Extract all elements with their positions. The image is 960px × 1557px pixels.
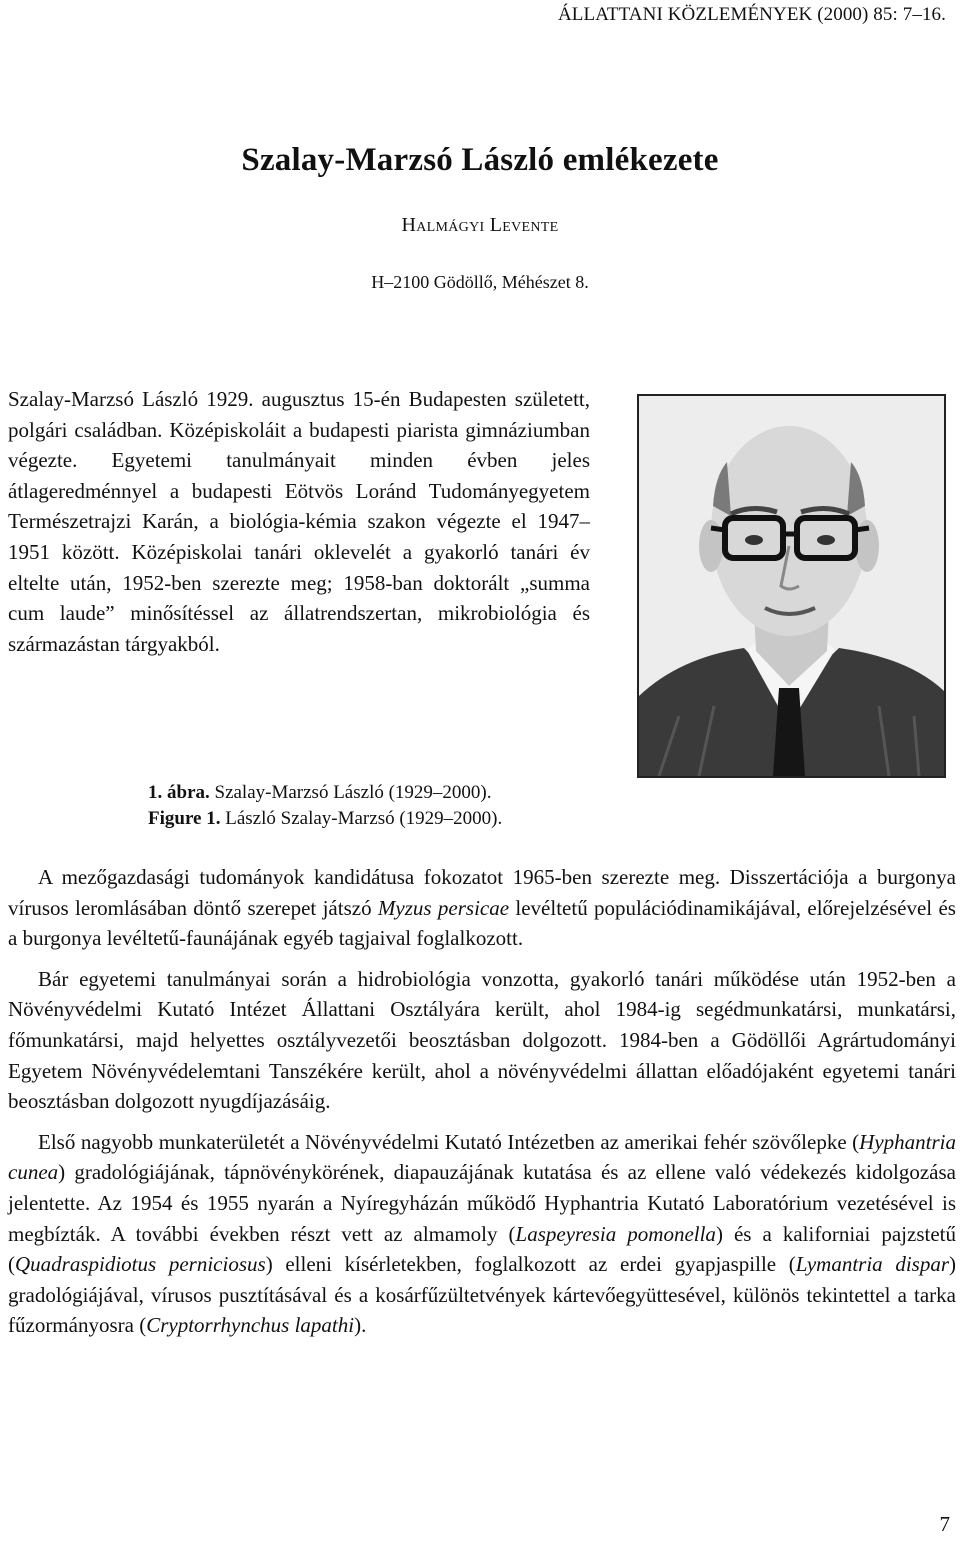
paragraph-text: A mezőgazdasági tudományok kandidátusa fokozatot 1965-ben szerezte meg. Disszertációja a burgonya vírusos leromlásában döntő szerepet játszó — [8, 865, 956, 920]
author-name: Halmágyi Levente — [401, 214, 559, 236]
species-name: Hyphantria cunea — [8, 1129, 956, 1185]
species-name: Lymantria dispar — [795, 1252, 950, 1277]
body-paragraph — [8, 964, 956, 1117]
caption-hungarian — [148, 780, 502, 806]
figure-caption — [148, 780, 502, 832]
running-head: ÁLLATTANI KÖZLEMÉNYEK (2000) 85: 7–16. — [557, 4, 946, 25]
page-number: 7 — [939, 1512, 950, 1536]
species-name: Cryptorrhynchus lapathi — [146, 1313, 355, 1338]
species-name: Laspeyresia pomonella — [515, 1221, 716, 1246]
paragraph-text: levéltetű populációdinamikájával, előrejelzésével és a burgonya levéltetű-faunájának egyéb tagjaival foglalkozott. — [8, 895, 956, 951]
author-address: H–2100 Gödöllő, Méhészet 8. — [371, 272, 589, 292]
caption-hu-label: 1. ábra. — [148, 782, 210, 803]
body-paragraph — [8, 862, 956, 954]
paragraph-text: ) gradológiájával, vírusos pusztításával és a kosárfűzültetvények kártevőegyüttesével, különös tekintettel a tarka fűzormányosra ( — [8, 1252, 957, 1338]
species-name: Quadraspidiotus perniciosus — [15, 1252, 266, 1277]
caption-en-text: László Szalay-Marzsó (1929–2000). — [225, 808, 503, 829]
article-title: Szalay-Marzsó László emlékezete — [241, 142, 719, 178]
paragraph-text: ) és a kaliforniai pajzstetű ( — [8, 1221, 956, 1277]
intro-paragraph: Szalay-Marzsó László 1929. augusztus 15-én Budapesten született, polgári családban. Középiskoláit a budapesti piarista gimnáziumban végezte. Egyetemi tanulmányait minden évben jeles átlageredménnyel a budapesti Eötvös Loránd Tudományegyetem Természetrajzi Karán, a biológia-kémia szakon végezte el 1947–1951 között. Középiskolai tanári oklevelét a gyakorló tanári év eltelte után, 1952-ben szerezte meg; 1958-ban doktorált „summa cum laude” minősítéssel az állatrendszertan, mikrobiológia és származástan tárgyakból. — [8, 387, 590, 656]
paragraph-text: ). — [354, 1313, 367, 1338]
caption-en-label: Figure 1. — [148, 808, 221, 829]
paragraph-text: ) gradológiájának, tápnövénykörének, diapauzájának kutatása és az ellene való védekezés kidolgozása jelentette. Az 1954 és 1955 nyarán a Nyíregyházán működő Hyphantria Kutató Laboratórium vezetésével is megbízták. A további években részt vett az almamoly ( — [8, 1160, 956, 1246]
body-text — [8, 862, 956, 1351]
paragraph-text: Bár egyetemi tanulmányai során a hidrobiológia vonzotta, gyakorló tanári működése után 1952-ben a Növényvédelmi Kutató Intézet Állattani Osztályára került, ahol 1984-ig segédmunkatársi, munkatársi, főmunkatársi, majd helyettes osztályvezetői beosztásban dolgozott. 1984-ben a Gödöllői Agrártudományi Egyetem Növényvédelemtani Tanszékére került, ahol a növényvédelmi állattan előadójaként egyetemi tanári beosztásban dolgozott nyugdíjazásáig. — [8, 966, 956, 1114]
paragraph-text: Első nagyobb munkaterületét a Növényvédelmi Kutató Intézetben az amerikai fehér szövőlepke ( — [38, 1129, 860, 1154]
caption-hu-text: Szalay-Marzsó László (1929–2000). — [214, 782, 492, 803]
paragraph-text: ) elleni kísérletekben, foglalkozott az erdei gyapjaspille ( — [265, 1252, 796, 1277]
caption-english — [148, 806, 502, 832]
portrait-photo — [637, 394, 946, 778]
species-name: Myzus persicae — [377, 895, 510, 920]
body-paragraph — [8, 1127, 956, 1341]
